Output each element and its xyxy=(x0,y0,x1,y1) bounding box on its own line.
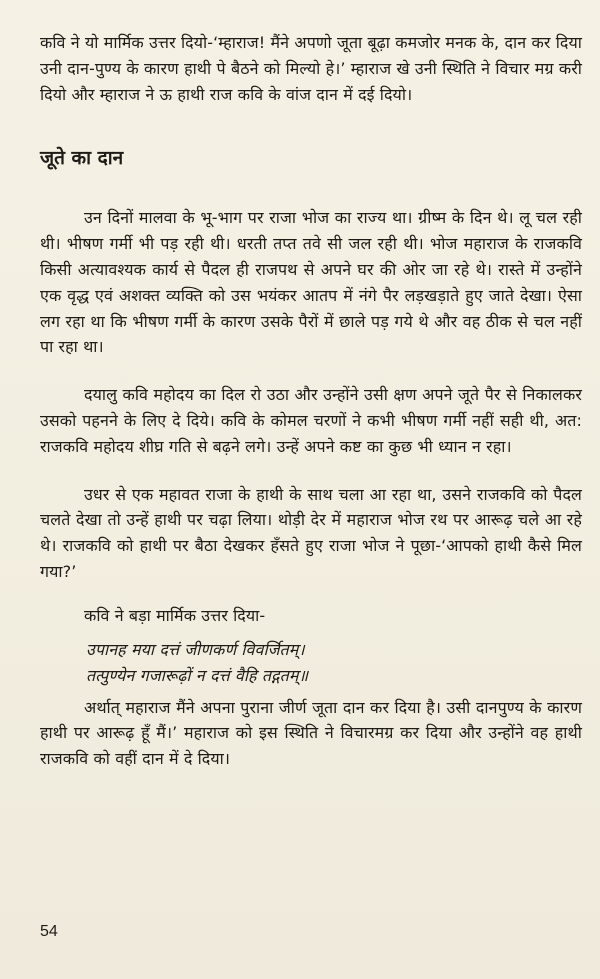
page-number: 54 xyxy=(40,923,58,940)
page-content xyxy=(40,30,582,772)
paragraph-top: कवि ने यो मार्मिक उत्तर दियो-‘म्हाराज! मैंने अपणो जूता बूढ़ा कमजोर मनक के, दान कर दिया उनी दान-पुण्य के कारण हाथी पे बैठने को मिल्यो हे।’ म्हाराज खे उनी स्थिति ने विचार मग्र करी दियो और म्हाराज ने ऊ हाथी राज कवि के वांज दान में दई दियो। xyxy=(40,33,582,104)
sanskrit-verse xyxy=(40,637,582,689)
verse-line-1: उपानह मया दत्तं जीणकर्ण विवर्जितम्। xyxy=(86,639,305,659)
paragraph-4: कवि ने बड़ा मार्मिक उत्तर दिया- xyxy=(84,605,266,625)
section-heading: जूते का दान xyxy=(40,147,124,170)
paragraph-1: उन दिनों मालवा के भू-भाग पर राजा भोज का राज्य था। ग्रीष्म के दिन थे। लू चल रही थी। भीषण गर्मी भी पड़ रही थी। धरती तप्त तवे सी जल रही थी। भोज महाराज के राजकवि किसी अत्यावश्यक कार्य से पैदल ही राजपथ से अपने घर की ओर जा रहे थे। रास्ते में उन्होंने एक वृद्ध एवं अशक्त व्यक्ति को उस भयंकर आतप में नंगे पैर लड़खड़ाते हुए जाते देखा। ऐसा लग रहा था कि भीषण गर्मी के कारण उसके पैरों में छाले पड़ गये थे और वह ठीक से चल नहीं पा रहा था। xyxy=(40,208,582,357)
paragraph-2: दयालु कवि महोदय का दिल रो उठा और उन्होंने उसी क्षण अपने जूते पैर से निकालकर उसको पहनने के लिए दे दिये। कवि के कोमल चरणों ने कभी भीषण गर्मी नहीं सही थी, अत: राजकवि महोदय शीघ्र गति से बढ़ने लगे। उन्हें अपने कष्ट का कुछ भी ध्यान न रहा। xyxy=(40,385,582,456)
paragraph-closing: अर्थात् महाराज मैंने अपना पुराना जीर्ण जूता दान कर दिया है। उसी दानपुण्य के कारण हाथी पर आरूढ़ हूँ मैं।’ महाराज को इस स्थिति ने विचारमग्र कर दिया और उन्होंने वह हाथी राजकवि को वहीं दान में दे दिया। xyxy=(40,697,582,769)
verse-line-2: तत्पुण्येन गजारूढ़ों न दत्तं वैहि तद्गतम्॥ xyxy=(86,665,309,685)
paragraph-3: उधर से एक महावत राजा के हाथी के साथ चला आ रहा था, उसने राजकवि को पैदल चलते देखा तो उन्हें हाथी पर चढ़ा लिया। थोड़ी देर में महाराज भोज रथ पर आरूढ़ चले आ रहे थे। राजकवि को हाथी पर बैठा देखकर हँसते हुए राजा भोज ने पूछा-‘आपको हाथी कैसे मिल गया?’ xyxy=(40,484,582,581)
